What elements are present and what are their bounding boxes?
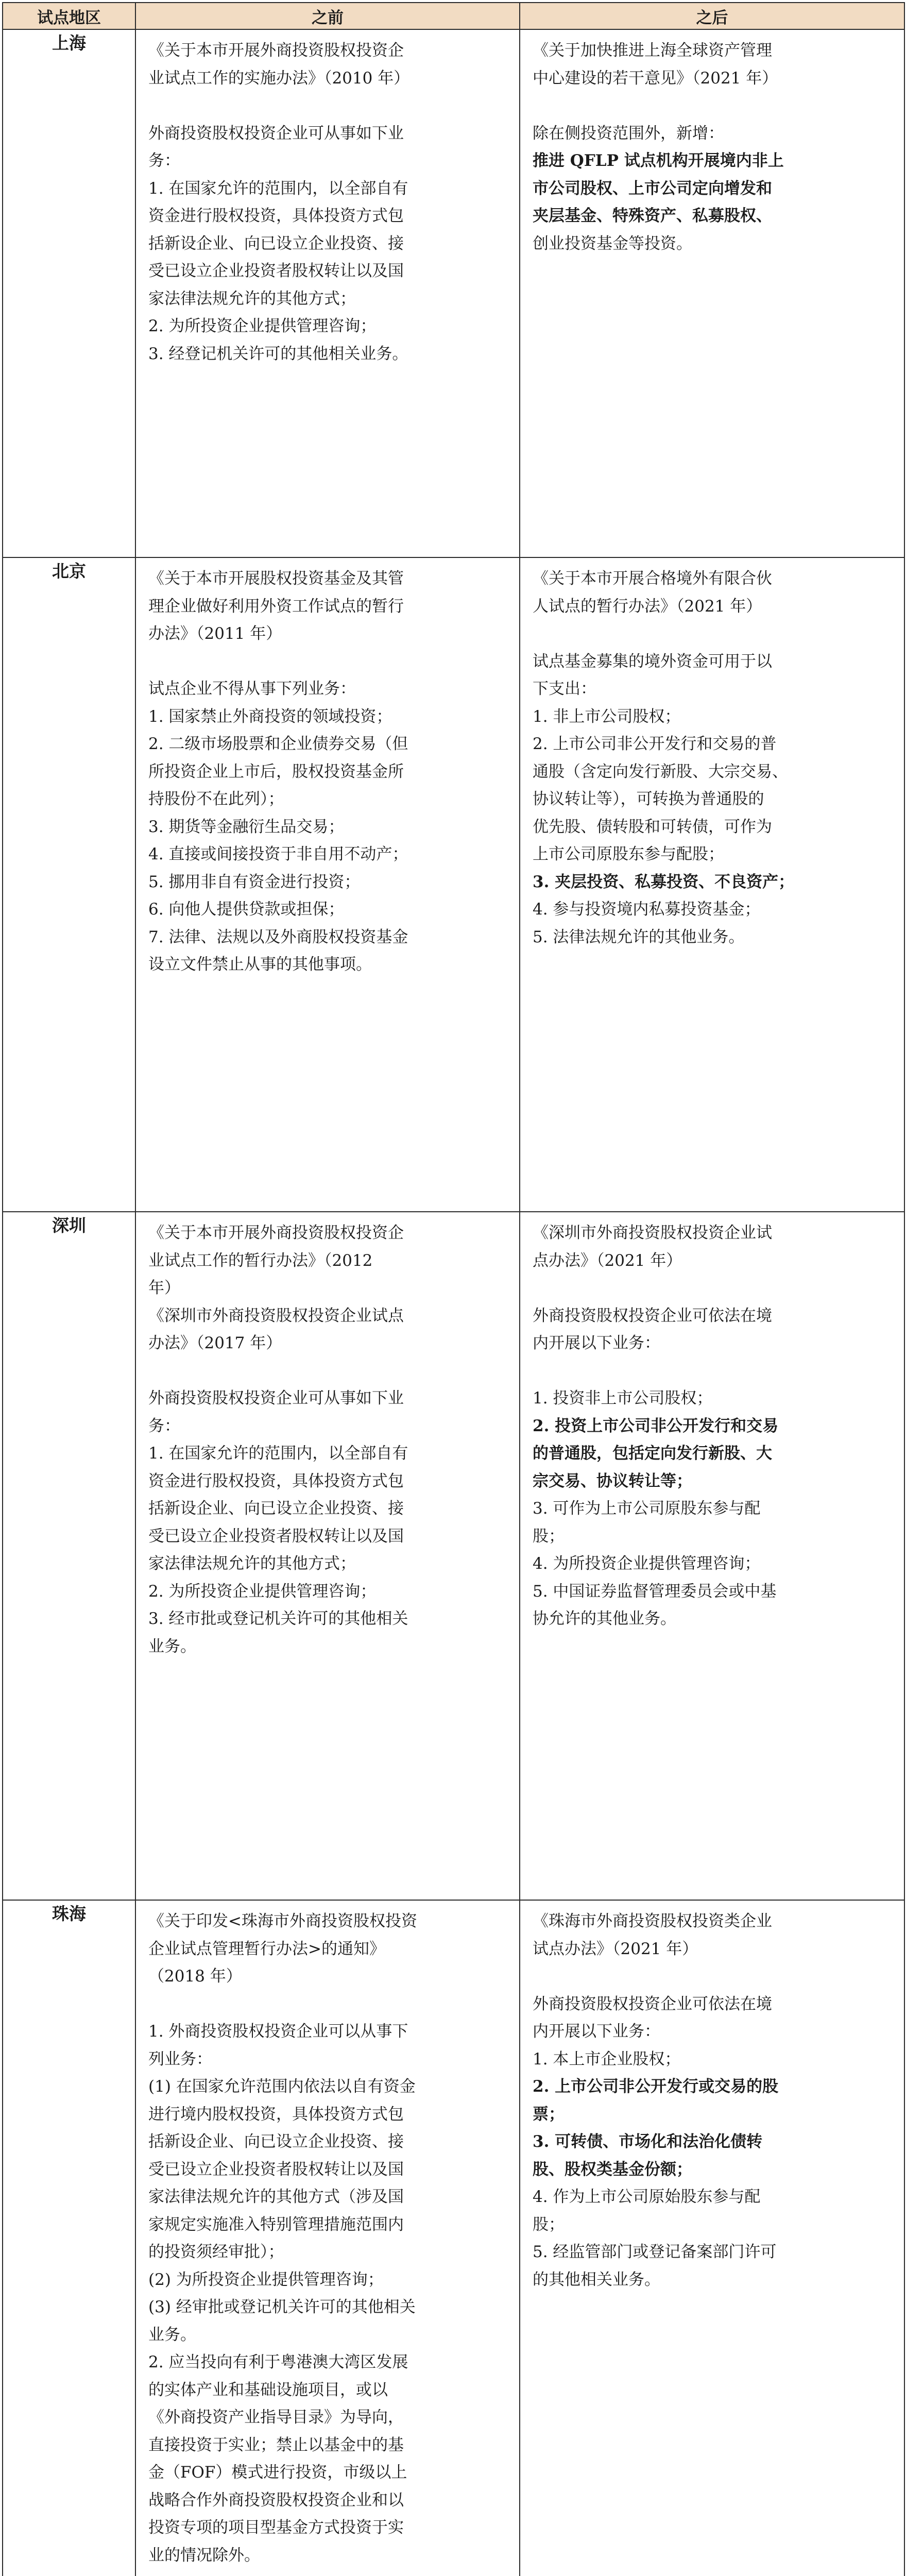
text-line: 《深圳市外商投资股权投资企业试点 (148, 1306, 404, 1325)
region-cell: 北京 (3, 557, 135, 1212)
text-line: 2. 为所投资企业提供管理咨询； (148, 317, 377, 335)
text-line: 3. 期货等金融衍生品交易； (148, 817, 345, 836)
text-line: 7. 法律、法规以及外商股权投资基金 (148, 927, 408, 946)
text-line: 1. 在国家允许的范围内，以全部自有 (148, 1444, 408, 1463)
text-line: 3. 经市批或登记机关许可的其他相关 (148, 1609, 408, 1628)
text-line: 试点企业不得从事下列业务： (148, 680, 356, 698)
row-beijing (3, 557, 904, 1212)
text-line: 《关于本市开展外商投资股权投资企 (148, 1224, 404, 1242)
blank-line (533, 620, 890, 648)
header-region: 试点地区 (3, 3, 135, 29)
text-line: 务： (148, 151, 180, 170)
text-line: 理企业做好利用外资工作试点的暂行 (148, 597, 404, 616)
blank-line (148, 1991, 505, 2019)
text-line: 《珠海市外商投资股权投资类企业 (533, 1912, 772, 1930)
blank-line (148, 648, 505, 676)
text-line: 家法律法规允许的其他方式（涉及国 (148, 2188, 404, 2206)
text-line: 办法》（2017 年） (148, 1334, 282, 1352)
text-line: 家规定实施准入特别管理措施范围内 (148, 2215, 404, 2234)
text-line: 股、股权类基金份额； (533, 2160, 692, 2179)
text-line: 4. 直接或间接投资于非自用不动产； (148, 845, 408, 863)
text-line: 1. 国家禁止外商投资的领域投资； (148, 707, 392, 726)
text-line: 的实体产业和基础设施项目，或以 (148, 2380, 388, 2399)
text-line: 2. 为所投资企业提供管理咨询； (148, 1582, 377, 1601)
text-line: 《关于加快推进上海全球资产管理 (533, 41, 772, 60)
text-line: 外商投资股权投资企业可从事如下业 (148, 124, 404, 143)
text-line: 5. 经监管部门或登记备案部门许可 (533, 2243, 777, 2261)
text-line: 2. 二级市场股票和企业债券交易（但 (148, 735, 408, 753)
text-line: 6. 向他人提供贷款或担保； (148, 900, 345, 919)
text-line: 5. 挪用非自有资金进行投资； (148, 872, 361, 891)
text-line: 的普通股，包括定向发行新股、大 (533, 1444, 772, 1463)
text-line: 持股份不在此列）； (148, 790, 284, 808)
text-line: 1. 外商投资股权投资企业可以从事下 (148, 2022, 408, 2041)
text-line: 下支出： (533, 680, 596, 698)
text-line: 票； (533, 2105, 565, 2124)
after-cell (520, 29, 904, 557)
blank-line (533, 1963, 890, 1991)
text-line: (3) 经审批或登记机关许可的其他相关 (148, 2298, 416, 2316)
text-line: 3. 夹层投资、私募投资、不良资产； (533, 872, 795, 891)
header-after: 之后 (520, 3, 904, 29)
text-line: 人试点的暂行办法》（2021 年） (533, 597, 762, 616)
before-cell (135, 1900, 520, 2576)
text-line: 《关于本市开展股权投资基金及其管 (148, 569, 404, 588)
text-line: 外商投资股权投资企业可依法在境 (533, 1994, 772, 2013)
blank-line (148, 92, 505, 120)
text-line: 的其他相关业务。 (533, 2270, 660, 2289)
text-line: 上市公司原股东参与配股； (533, 845, 724, 863)
text-line: 市公司股权、上市公司定向增发和 (533, 179, 772, 198)
text-line: 外商投资股权投资企业可从事如下业 (148, 1389, 404, 1408)
text-line: 试点办法》（2021 年） (533, 1939, 698, 1958)
before-cell (135, 1212, 520, 1900)
text-line: 括新设企业、向已设立企业投资、接 (148, 234, 404, 253)
text-line: 进行境内股权投资，具体投资方式包 (148, 2105, 404, 2124)
text-line: 设立文件禁止从事的其他事项。 (148, 955, 372, 974)
text-line: 通股（含定向发行新股、大宗交易、 (533, 762, 788, 781)
text-line: 4. 作为上市公司原始股东参与配 (533, 2188, 761, 2206)
text-line: 列业务： (148, 2049, 212, 2069)
text-line: 资金进行股权投资，具体投资方式包 (148, 207, 404, 225)
region-cell: 珠海 (3, 1900, 135, 2576)
text-line: 企业试点管理暂行办法>的通知》 (148, 1939, 385, 1958)
text-line: 内开展以下业务： (533, 2022, 660, 2041)
text-line: 1. 在国家允许的范围内，以全部自有 (148, 179, 408, 198)
text-line: 5. 法律法规允许的其他业务。 (533, 927, 745, 946)
text-line: 股； (533, 2215, 565, 2234)
text-line: 业的情况除外。 (148, 2546, 260, 2565)
text-line: 3. 可转债、市场化和法治化债转 (533, 2132, 763, 2151)
blank-line (148, 1358, 505, 1385)
text-line: 的投资须经审批）； (148, 2243, 284, 2261)
text-line: 2. 应当投向有利于粤港澳大湾区发展 (148, 2353, 408, 2371)
text-line: 家法律法规允许的其他方式； (148, 1554, 356, 1573)
text-line: 创业投资基金等投资。 (533, 234, 692, 253)
text-line: (1) 在国家允许范围内依法以自有资金 (148, 2077, 416, 2096)
text-line: 外商投资股权投资企业可依法在境 (533, 1306, 772, 1325)
text-line: 年） (148, 1279, 180, 1297)
text-line: 宗交易、协议转让等； (533, 1471, 692, 1490)
text-line: 《关于本市开展合格境外有限合伙 (533, 569, 772, 588)
blank-line (533, 1275, 890, 1302)
blank-line (533, 1358, 890, 1385)
text-line: 家法律法规允许的其他方式； (148, 289, 356, 308)
text-line: 括新设企业、向已设立企业投资、接 (148, 2132, 404, 2151)
text-line: 4. 参与投资境内私募投资基金； (533, 900, 761, 919)
text-line: 《关于印发<珠海市外商投资股权投资 (148, 1912, 417, 1930)
text-line: 务： (148, 1416, 180, 1435)
blank-line (533, 92, 890, 120)
text-line: 《外商投资产业指导目录》为导向， (148, 2408, 404, 2427)
text-line: 3. 可作为上市公司原股东参与配 (533, 1499, 761, 1518)
text-line: 1. 本上市企业股权； (533, 2049, 681, 2069)
text-line: 括新设企业、向已设立企业投资、接 (148, 1499, 404, 1518)
text-line: 股； (533, 1527, 565, 1546)
text-line: 试点基金募集的境外资金可用于以 (533, 652, 772, 671)
text-line: 受已设立企业投资者股权转让以及国 (148, 2160, 404, 2179)
text-line: 《关于本市开展外商投资股权投资企 (148, 41, 404, 60)
text-line: 受已设立企业投资者股权转让以及国 (148, 262, 404, 280)
text-line: （2018 年） (148, 1967, 242, 1986)
header-before: 之前 (135, 3, 520, 29)
text-line: 优先股、债转股和可转债，可作为 (533, 817, 772, 836)
text-line: 受已设立企业投资者股权转让以及国 (148, 1527, 404, 1546)
text-line: 资金进行股权投资，具体投资方式包 (148, 1471, 404, 1490)
text-line: 1. 非上市公司股权； (533, 707, 681, 726)
text-line: 3. 经登记机关许可的其他相关业务。 (148, 344, 408, 363)
comparison-table (2, 2, 905, 2576)
text-line: 业试点工作的暂行办法》（2012 (148, 1251, 373, 1270)
text-line: 中心建设的若干意见》（2021 年） (533, 69, 778, 88)
text-line: 夹层基金、特殊资产、私募股权、 (533, 207, 772, 225)
text-line: 金（FOF）模式进行投资，市级以上 (148, 2463, 407, 2482)
before-cell (135, 29, 520, 557)
text-line: (2) 为所投资企业提供管理咨询； (148, 2270, 384, 2289)
row-shenzhen (3, 1212, 904, 1900)
text-line: 所投资企业上市后，股权投资基金所 (148, 762, 404, 781)
text-line: 业务。 (148, 2325, 196, 2344)
text-line: 2. 上市公司非公开发行或交易的股 (533, 2077, 779, 2096)
before-cell (135, 557, 520, 1212)
text-line: 协允许的其他业务。 (533, 1609, 676, 1628)
text-line: 2. 上市公司非公开发行和交易的普 (533, 735, 777, 753)
text-line: 协议转让等），可转换为普通股的 (533, 790, 764, 808)
text-line: 5. 中国证券监督管理委员会或中基 (533, 1582, 777, 1601)
text-line: 直接投资于实业；禁止以基金中的基 (148, 2435, 404, 2454)
text-line: 1. 投资非上市公司股权； (533, 1389, 713, 1408)
text-line: 业试点工作的实施办法》（2010 年） (148, 69, 410, 88)
row-shanghai (3, 29, 904, 557)
after-cell (520, 1900, 904, 2576)
region-cell: 深圳 (3, 1212, 135, 1900)
text-line: 办法》（2011 年） (148, 624, 282, 643)
row-zhuhai (3, 1900, 904, 2576)
text-line: 业务。 (148, 1637, 196, 1656)
text-line: 推进 QFLP 试点机构开展境内非上 (533, 151, 784, 170)
after-cell (520, 1212, 904, 1900)
text-line: 4. 为所投资企业提供管理咨询； (533, 1554, 761, 1573)
text-line: 2. 投资上市公司非公开发行和交易 (533, 1416, 779, 1435)
text-line: 投资专项的项目型基金方式投资于实 (148, 2518, 404, 2537)
text-line: 《深圳市外商投资股权投资企业试 (533, 1224, 772, 1242)
text-line: 战略合作外商投资股权投资企业和以 (148, 2490, 404, 2510)
text-line: 除在侧投资范围外，新增： (533, 124, 724, 143)
header-row (3, 3, 904, 29)
text-line: 内开展以下业务： (533, 1334, 660, 1352)
text-line: 点办法》（2021 年） (533, 1251, 682, 1270)
region-cell: 上海 (3, 29, 135, 557)
after-cell (520, 557, 904, 1212)
